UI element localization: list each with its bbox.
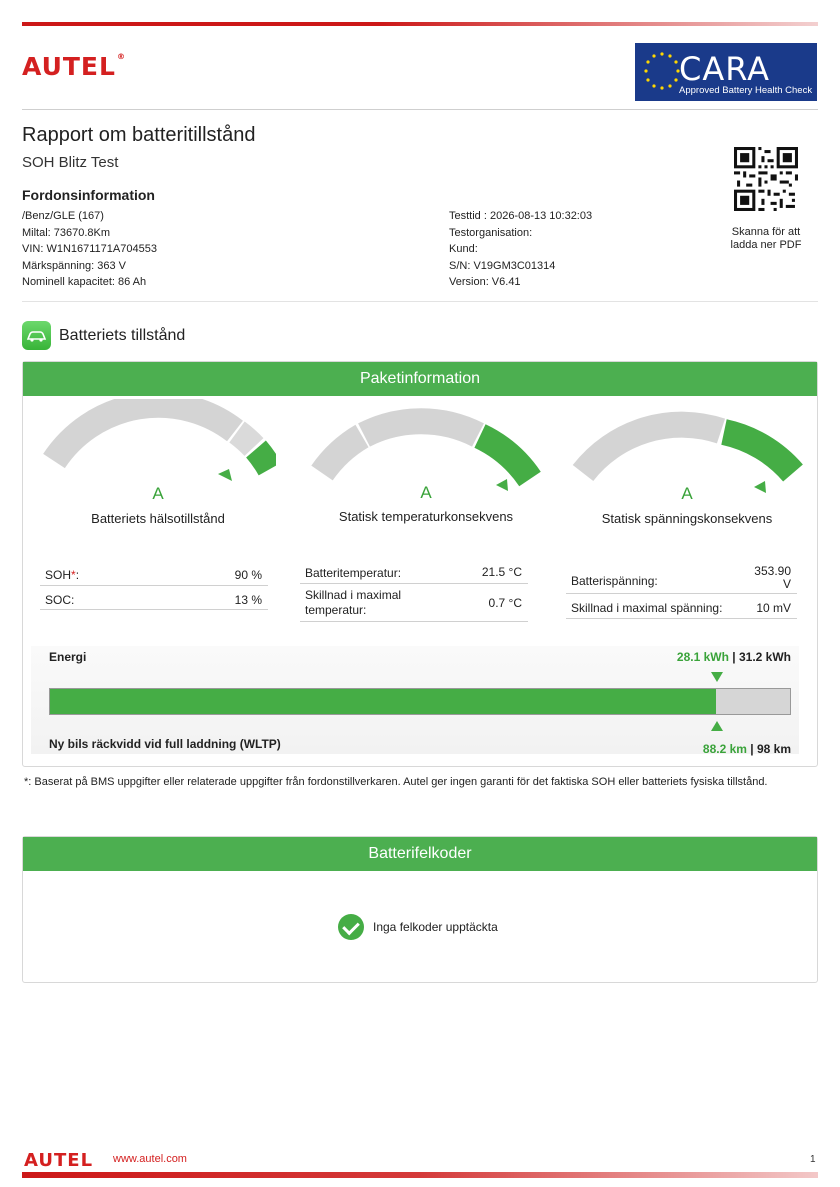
customer: Kund: xyxy=(449,243,478,256)
cara-badge xyxy=(635,43,817,101)
range-marker-up-icon xyxy=(711,721,723,731)
temperature-table xyxy=(300,561,528,623)
energy-values: 28.1 kWh | 31.2 kWh xyxy=(676,650,791,664)
voltage-gauge-label: Statisk spänningskonsekvens xyxy=(601,511,773,526)
cara-word: CARA xyxy=(679,50,771,88)
header-divider xyxy=(22,109,818,110)
soh-label: SOH*: xyxy=(45,568,80,582)
range-label: Ny bils räckvidd vid full laddning (WLTP) xyxy=(49,737,281,751)
energy-section xyxy=(31,646,799,754)
vehicle-info-right xyxy=(449,208,592,291)
energy-label: Energi xyxy=(49,650,87,664)
temperature-grade: A xyxy=(420,483,432,502)
temp-diff-row xyxy=(300,584,528,622)
autel-logo: AUTEL® xyxy=(22,52,126,81)
energy-marker-down-icon xyxy=(711,672,723,682)
energy-bar xyxy=(49,688,791,715)
voltage-grade: A xyxy=(681,484,693,503)
health-table xyxy=(40,563,268,611)
soc-value: 13 % xyxy=(234,593,262,607)
range-current: 88.2 km xyxy=(702,742,747,756)
range-total: 98 km xyxy=(756,742,791,756)
vehicle-mileage: Miltal: 73670.8Km xyxy=(22,226,111,239)
check-circle-icon xyxy=(338,914,364,940)
bottom-accent-line xyxy=(22,1172,818,1178)
temperature-gauge-label: Statisk temperaturkonsekvens xyxy=(338,509,514,524)
health-gauge-needle xyxy=(218,469,232,481)
energy-bar-fill xyxy=(50,689,716,714)
battery-state-heading: Batteriets tillstånd xyxy=(59,327,186,344)
footer-url[interactable]: www.autel.com xyxy=(113,1153,187,1165)
battery-temp-value: 21.5 °C xyxy=(481,565,522,579)
cara-tagline: Approved Battery Health Check xyxy=(679,85,813,96)
voltage-diff-row xyxy=(566,594,797,619)
info-divider xyxy=(22,301,818,302)
battery-voltage-label: Batterispänning: xyxy=(571,574,658,588)
report-title: Rapport om batteritillstånd xyxy=(22,124,256,146)
pack-info-header: Paketinformation xyxy=(23,362,817,396)
footnote: *: Baserat på BMS uppgifter eller relaterade uppgifter från fordonstillverkaren. Autel ger ingen garanti för det faktiska SOH eller batteriets fysiska tillstånd. xyxy=(24,776,768,788)
voltage-diff-value: 10 mV xyxy=(756,601,791,615)
range-values: 88.2 km | 98 km xyxy=(702,742,791,756)
test-organisation: Testorganisation: xyxy=(449,226,533,239)
soh-value: 90 % xyxy=(234,568,262,582)
car-outline-icon xyxy=(22,321,51,350)
footer-autel-logo: AUTEL xyxy=(24,1150,94,1171)
serial-number: S/N: V19GM3C01314 xyxy=(449,259,556,272)
qr-caption: Skanna för att ladda ner PDF xyxy=(730,226,802,251)
vehicle-model: /Benz/GLE (167) xyxy=(22,210,104,222)
health-gauge-label: Batteriets hälsotillstånd xyxy=(91,511,225,526)
energy-current: 28.1 kWh xyxy=(676,650,729,664)
battery-temp-label: Batteritemperatur: xyxy=(305,566,402,580)
temp-diff-label: Skillnad i maximal temperatur: xyxy=(305,588,402,617)
page-number: 1 xyxy=(810,1154,816,1165)
software-version: Version: V6.41 xyxy=(449,276,521,289)
battery-temp-row xyxy=(300,561,528,584)
vehicle-info-left xyxy=(22,208,157,291)
voltage-diff-label: Skillnad i maximal spänning: xyxy=(571,601,723,615)
voltage-table xyxy=(566,563,797,619)
qr-code-icon[interactable] xyxy=(734,147,798,211)
battery-car-icon xyxy=(22,321,51,350)
temp-diff-value: 0.7 °C xyxy=(488,596,522,610)
soh-row xyxy=(40,563,268,586)
energy-total: 31.2 kWh xyxy=(738,650,791,664)
soc-row xyxy=(40,586,268,610)
soc-label: SOC: xyxy=(45,593,75,607)
health-grade: A xyxy=(152,484,164,503)
test-time: Testtid : 2026-08-13 10:32:03 xyxy=(449,210,593,222)
vehicle-rated-voltage: Märkspänning: 363 V xyxy=(22,259,126,272)
battery-voltage-row xyxy=(566,563,797,594)
vehicle-vin: VIN: W1N1671171A704553 xyxy=(22,243,157,256)
fault-codes-status: Inga felkoder upptäckta xyxy=(373,920,498,934)
top-accent-line xyxy=(22,22,818,26)
battery-voltage-value: 353.90 V xyxy=(754,564,791,591)
fault-codes-panel xyxy=(22,836,818,983)
vehicle-info-heading: Fordonsinformation xyxy=(22,187,155,203)
report-subtitle: SOH Blitz Test xyxy=(22,154,119,171)
fault-codes-header: Batterifelkoder xyxy=(23,837,817,871)
vehicle-nominal-capacity: Nominell kapacitet: 86 Ah xyxy=(22,276,147,289)
eu-stars-icon xyxy=(641,49,683,93)
